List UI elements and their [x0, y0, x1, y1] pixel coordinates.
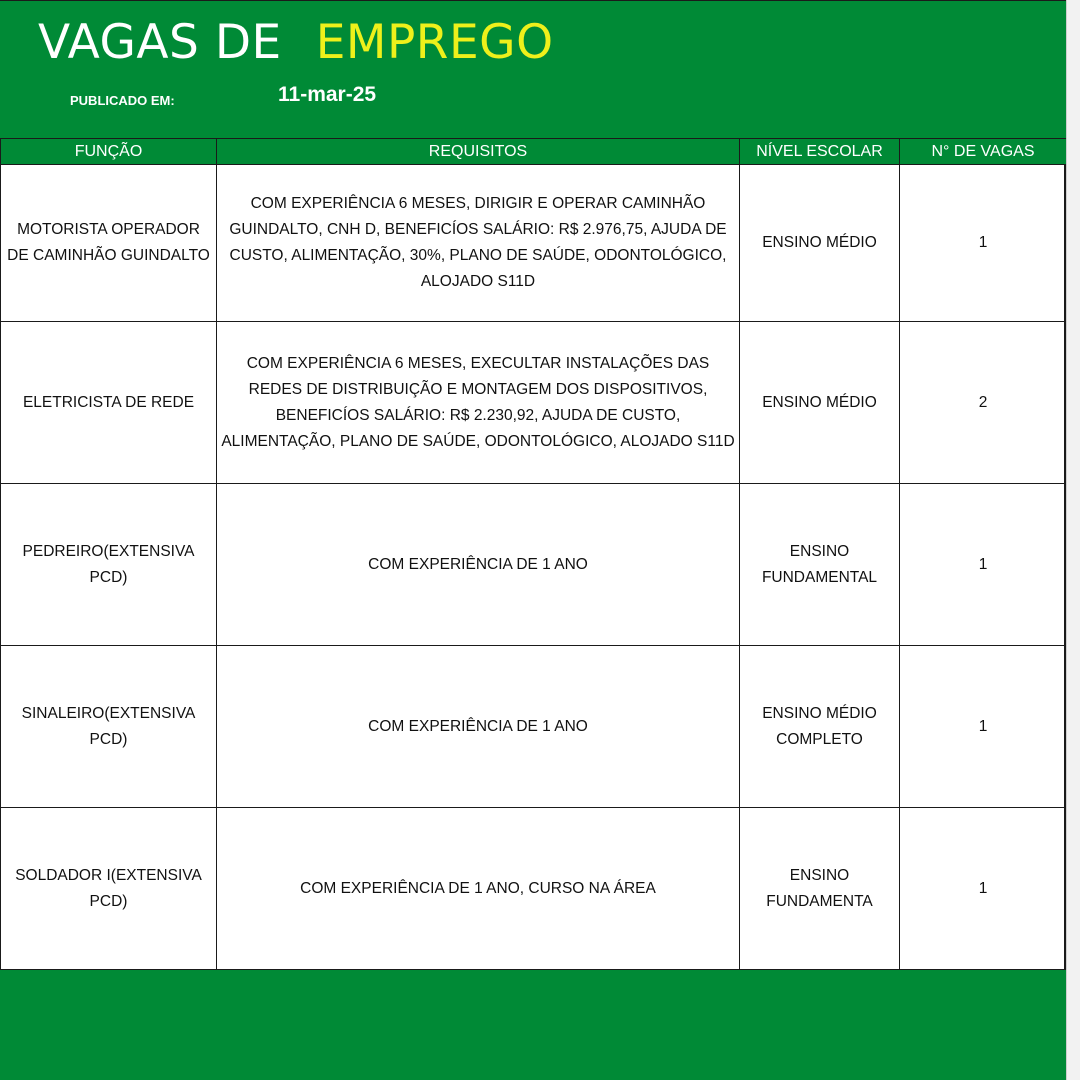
cell-numero-vagas: 2: [900, 322, 1067, 484]
table-row: [1, 322, 1067, 484]
table-row: [1, 646, 1067, 808]
table-header-row: [1, 139, 1067, 165]
cell-requisitos: COM EXPERIÊNCIA 6 MESES, EXECULTAR INSTALAÇÕES DAS REDES DE DISTRIBUIÇÃO E MONTAGEM DOS DISPOSITIVOS, BENEFICÍOS SALÁRIO: R$ 2.230,92, AJUDA DE CUSTO, ALIMENTAÇÃO, PLANO DE SAÚDE, ODONTOLÓGICO, ALOJADO S11D: [217, 322, 740, 484]
cell-funcao: PEDREIRO(EXTENSIVA PCD): [1, 484, 217, 646]
column-header-nivel-escolar: NÍVEL ESCOLAR: [740, 139, 900, 165]
cell-nivel-escolar: ENSINO FUNDAMENTA: [740, 808, 900, 970]
cell-funcao: ELETRICISTA DE REDE: [1, 322, 217, 484]
column-header-funcao: FUNÇÃO: [1, 139, 217, 165]
footer-banner: [0, 970, 1066, 1080]
cell-requisitos: COM EXPERIÊNCIA 6 MESES, DIRIGIR E OPERAR CAMINHÃO GUINDALTO, CNH D, BENEFICÍOS SALÁRIO: R$ 2.976,75, AJUDA DE CUSTO, ALIMENTAÇÃO, 30%, PLANO DE SAÚDE, ODONTOLÓGICO, ALOJADO S11D: [217, 165, 740, 322]
cell-requisitos: COM EXPERIÊNCIA DE 1 ANO: [217, 484, 740, 646]
cell-funcao: SINALEIRO(EXTENSIVA PCD): [1, 646, 217, 808]
cell-numero-vagas: 1: [900, 165, 1067, 322]
cell-nivel-escolar: ENSINO MÉDIO COMPLETO: [740, 646, 900, 808]
cell-nivel-escolar: ENSINO MÉDIO: [740, 165, 900, 322]
cell-funcao: SOLDADOR I(EXTENSIVA PCD): [1, 808, 217, 970]
published-label: PUBLICADO EM:: [70, 93, 175, 108]
cell-nivel-escolar: ENSINO FUNDAMENTAL: [740, 484, 900, 646]
cell-requisitos: COM EXPERIÊNCIA DE 1 ANO, CURSO NA ÁREA: [217, 808, 740, 970]
column-header-requisitos: REQUISITOS: [217, 139, 740, 165]
cell-numero-vagas: 1: [900, 484, 1067, 646]
cell-funcao: MOTORISTA OPERADOR DE CAMINHÃO GUINDALTO: [1, 165, 217, 322]
cell-numero-vagas: 1: [900, 808, 1067, 970]
table-row: [1, 808, 1067, 970]
table-row: [1, 165, 1067, 322]
title-part-emprego: EMPREGO: [315, 15, 554, 70]
cell-numero-vagas: 1: [900, 646, 1067, 808]
table-row: [1, 484, 1067, 646]
window-edge: [1066, 0, 1080, 1080]
jobs-table: [0, 138, 1067, 970]
published-date: 11-mar-25: [278, 83, 377, 106]
cell-nivel-escolar: ENSINO MÉDIO: [740, 322, 900, 484]
title-part-vagas-de: VAGAS DE: [38, 15, 282, 70]
column-header-numero-vagas: N° DE VAGAS: [900, 139, 1067, 165]
page-title: [38, 15, 554, 70]
cell-requisitos: COM EXPERIÊNCIA DE 1 ANO: [217, 646, 740, 808]
header-banner: [0, 0, 1066, 138]
